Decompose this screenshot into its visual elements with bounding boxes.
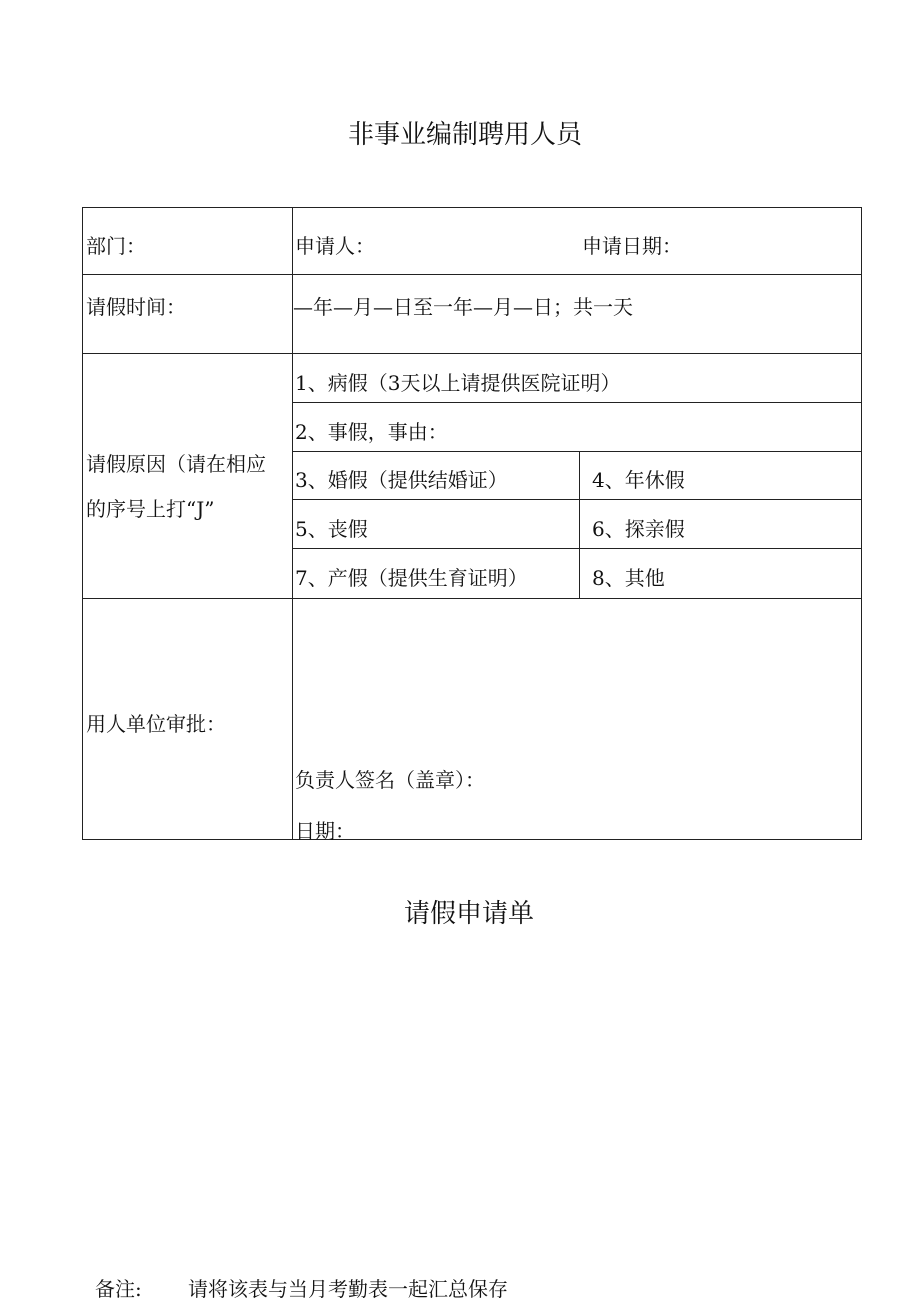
approval-label: 用人单位审批： bbox=[86, 712, 226, 736]
table-divider bbox=[82, 598, 862, 599]
leave-time-label: 请假时间： bbox=[86, 295, 186, 319]
option-family-visit-leave: 6、探亲假 bbox=[592, 517, 685, 541]
note-label: 备注: bbox=[95, 1277, 142, 1301]
option-maternity-leave: 7、产假（提供生育证明） bbox=[295, 566, 528, 590]
department-label: 部门： bbox=[86, 234, 146, 258]
option-sick-leave: 1、病假（3天以上请提供医院证明） bbox=[295, 371, 621, 395]
table-divider bbox=[292, 548, 862, 549]
date-label: 日期： bbox=[295, 819, 355, 843]
table-divider bbox=[82, 353, 862, 354]
table-divider bbox=[292, 402, 862, 403]
leave-time-value: —年—月—日至一年—月—日；共一天 bbox=[293, 295, 633, 319]
form-title: 请假申请单 bbox=[404, 899, 535, 929]
option-marriage-leave: 3、婚假（提供结婚证） bbox=[295, 468, 508, 492]
note-text: 请将该表与当月考勤表一起汇总保存 bbox=[188, 1277, 508, 1301]
apply-date-label: 申请日期： bbox=[582, 234, 682, 258]
option-funeral-leave: 5、丧假 bbox=[295, 517, 368, 541]
page-title: 非事业编制聘用人员 bbox=[348, 120, 583, 150]
signature-label: 负责人签名（盖章）： bbox=[295, 768, 485, 792]
option-personal-leave: 2、事假，事由： bbox=[295, 420, 448, 444]
table-divider bbox=[292, 451, 862, 452]
table-divider bbox=[292, 499, 862, 500]
table-divider bbox=[579, 451, 580, 598]
reason-label: 请假原因（请在相应 bbox=[86, 452, 266, 476]
option-annual-leave: 4、年休假 bbox=[592, 468, 685, 492]
applicant-label: 申请人： bbox=[295, 234, 375, 258]
reason-label: 的序号上打“J” bbox=[86, 497, 215, 521]
option-other-leave: 8、其他 bbox=[592, 566, 665, 590]
table-divider bbox=[82, 274, 862, 275]
